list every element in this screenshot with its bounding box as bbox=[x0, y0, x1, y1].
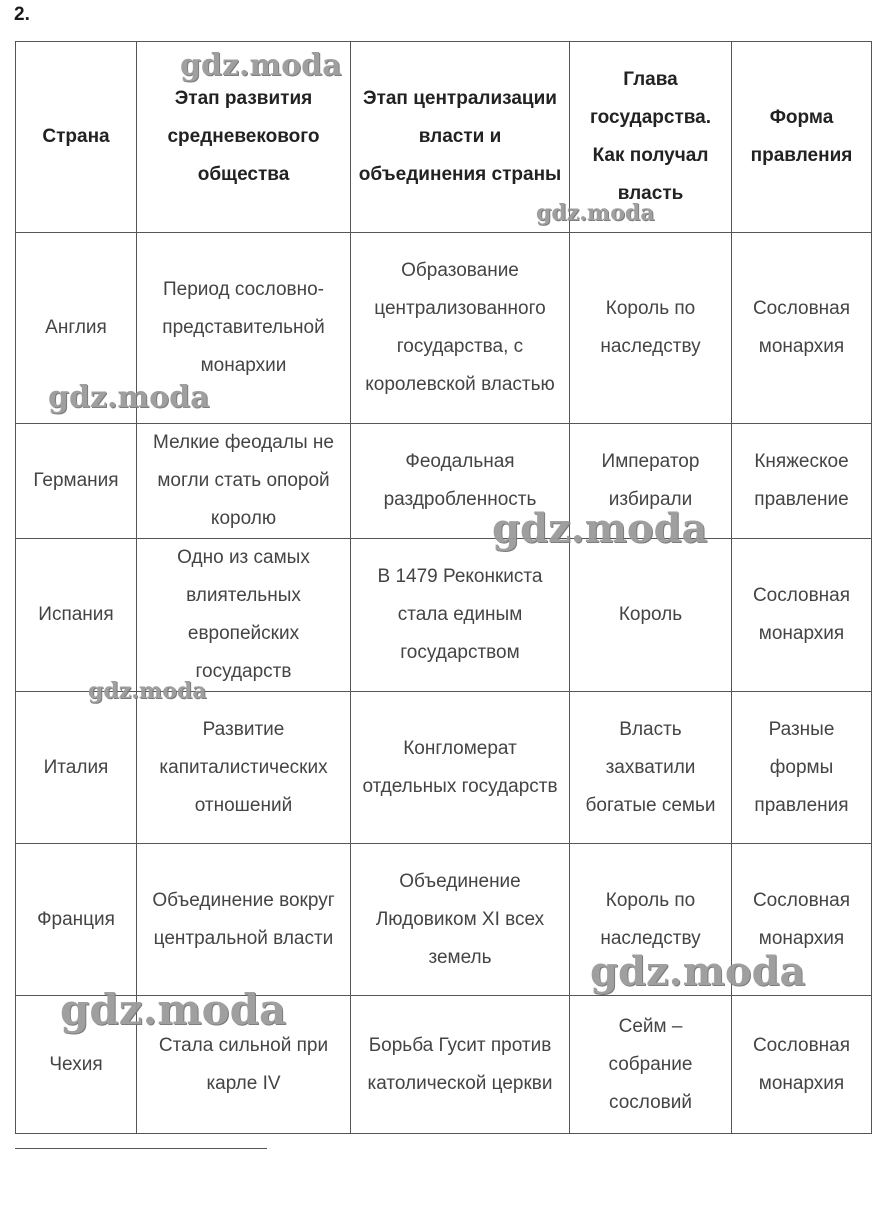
watermark: gdz.moda bbox=[48, 380, 210, 415]
country-cell: Германия bbox=[16, 424, 137, 539]
table-cell: Император избирали bbox=[570, 424, 732, 539]
country-cell: Италия bbox=[16, 692, 137, 844]
watermark: gdz.moda bbox=[88, 678, 207, 704]
table-cell: Разные формы правления bbox=[732, 692, 872, 844]
table-row bbox=[16, 539, 872, 692]
table-cell: Конгломерат отдельных государств bbox=[351, 692, 570, 844]
table-row bbox=[16, 233, 872, 424]
table-cell: Король по наследству bbox=[570, 233, 732, 424]
history-table bbox=[15, 41, 872, 1134]
header-centralization-stage: Этап централизации власти и объединения страны bbox=[351, 42, 570, 233]
table-cell: Одно из самых влиятельных европейских государств bbox=[137, 539, 351, 692]
country-cell: Франция bbox=[16, 844, 137, 996]
task-number: 2. bbox=[14, 4, 30, 25]
table-cell: Король bbox=[570, 539, 732, 692]
bottom-divider bbox=[15, 1148, 267, 1149]
table-cell: Образование централизованного государства, с королевской властью bbox=[351, 233, 570, 424]
table-cell: Борьба Гусит против католической церкви bbox=[351, 996, 570, 1134]
table-row bbox=[16, 844, 872, 996]
table-cell: Объединение вокруг центральной власти bbox=[137, 844, 351, 996]
watermark: gdz.moda bbox=[536, 200, 655, 226]
table-cell: Период сословно-представительной монархии bbox=[137, 233, 351, 424]
table-cell: Сословная монархия bbox=[732, 844, 872, 996]
header-head-of-state: Глава государства. Как получал власть bbox=[570, 42, 732, 233]
table-cell: Княжеское правление bbox=[732, 424, 872, 539]
table-row bbox=[16, 424, 872, 539]
table-cell: Стала сильной при карле IV bbox=[137, 996, 351, 1134]
table-cell: Власть захватили богатые семьи bbox=[570, 692, 732, 844]
table-row bbox=[16, 692, 872, 844]
table-cell: Мелкие феодалы не могли стать опорой королю bbox=[137, 424, 351, 539]
table-cell: Объединение Людовиком XI всех земель bbox=[351, 844, 570, 996]
header-government-form: Форма правления bbox=[732, 42, 872, 233]
table-row bbox=[16, 996, 872, 1134]
watermark: gdz.moda bbox=[492, 505, 708, 552]
country-cell: Испания bbox=[16, 539, 137, 692]
table-cell: Сейм – собрание сословий bbox=[570, 996, 732, 1134]
country-cell: Чехия bbox=[16, 996, 137, 1134]
table-cell: Сословная монархия bbox=[732, 996, 872, 1134]
country-cell: Англия bbox=[16, 233, 137, 424]
table-cell: Феодальная раздробленность bbox=[351, 424, 570, 539]
table-header-row bbox=[16, 42, 872, 233]
watermark: gdz.moda bbox=[180, 48, 342, 83]
table-cell: Король по наследству bbox=[570, 844, 732, 996]
header-development-stage: Этап развития средневекового общества bbox=[137, 42, 351, 233]
header-country: Страна bbox=[16, 42, 137, 233]
watermark: gdz.moda bbox=[590, 948, 806, 995]
table-cell: Сословная монархия bbox=[732, 539, 872, 692]
table-cell: Развитие капиталистических отношений bbox=[137, 692, 351, 844]
table-cell: Сословная монархия bbox=[732, 233, 872, 424]
table-cell: В 1479 Реконкиста стала единым государством bbox=[351, 539, 570, 692]
watermark: gdz.moda bbox=[60, 985, 287, 1034]
